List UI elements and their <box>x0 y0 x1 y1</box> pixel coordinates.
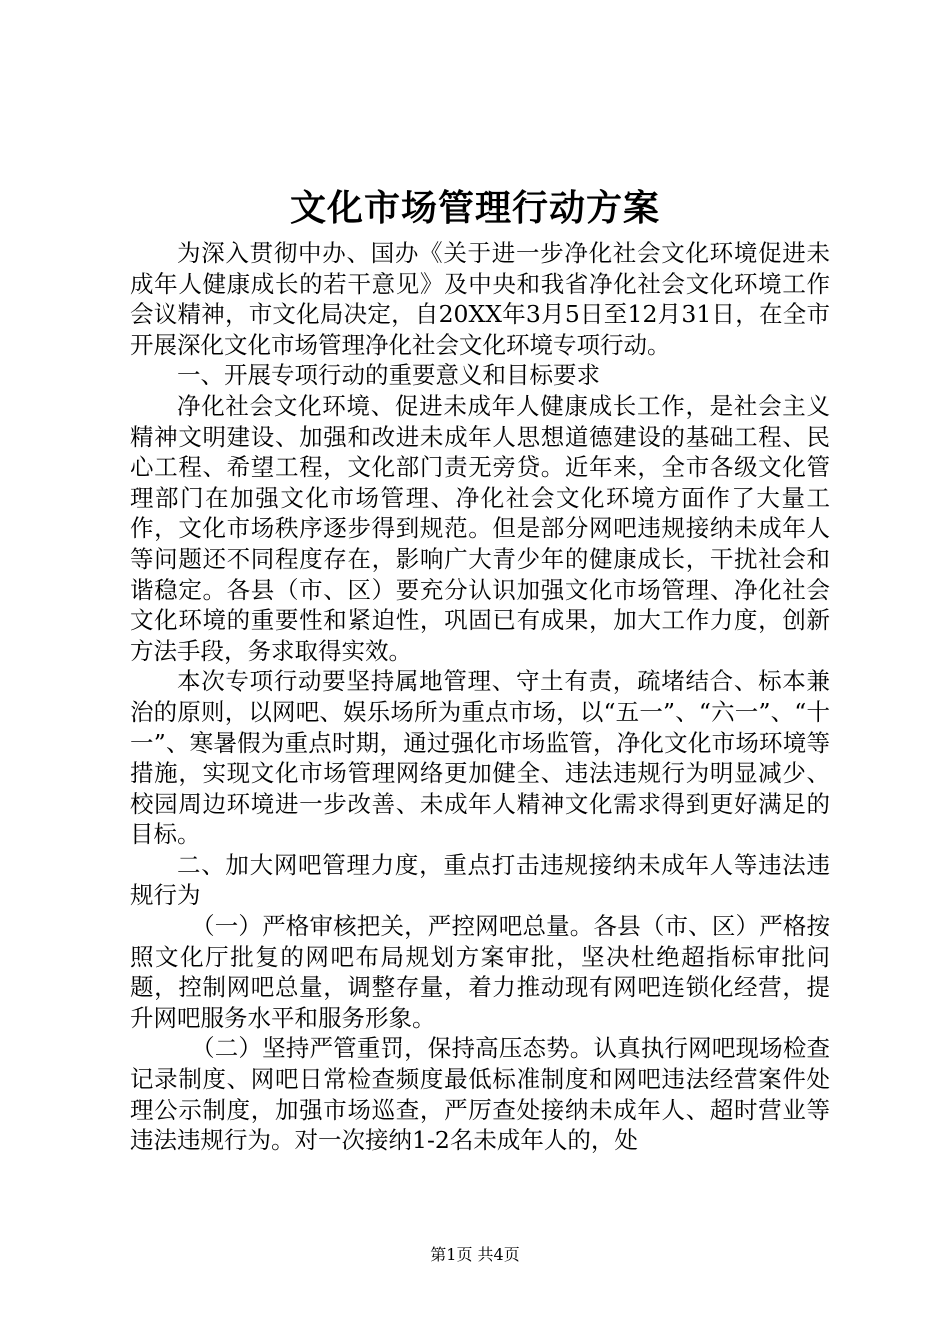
paragraph-item-1: （一）严格审核把关，严控网吧总量。各县（市、区）严格按照文化厅批复的网吧布局规划方案审批，坚决杜绝超指标审批问题，控制网吧总量，调整存量，着力推动现有网吧连锁化经营，提升网吧服务水平和服务形象。 <box>130 912 830 1032</box>
section-heading-1: 一、开展专项行动的重要意义和目标要求 <box>177 361 600 390</box>
page-footer: 第1页 共4页 <box>430 1245 520 1264</box>
paragraph-goals: 本次专项行动要坚持属地管理、守土有责，疏堵结合、标本兼治的原则，以网吧、娱乐场所为重点市场，以“五一”、“六一”、“十一”、寒暑假为重点时期，通过强化市场监管，净化文化市场环境等措施，实现文化市场管理网络更加健全、违法违规行为明显减少、校园周边环境进一步改善、未成年人精神文化需求得到更好满足的目标。 <box>130 667 830 849</box>
paragraph-intro: 为深入贯彻中办、国办《关于进一步净化社会文化环境促进未成年人健康成长的若干意见》及中央和我省净化社会文化环境工作会议精神，市文化局决定，自20XX年3月5日至12月31日，在全市开展深化文化市场管理净化社会文化环境专项行动。 <box>130 239 830 359</box>
document-body <box>130 238 830 1156</box>
document-title: 文化市场管理行动方案 <box>289 187 660 229</box>
paragraph-item-2: （二）坚持严管重罚，保持高压态势。认真执行网吧现场检查记录制度、网吧日常检查频度最低标准制度和网吧违法经营案件处理公示制度，加强市场巡查，严厉查处接纳未成年人、超时营业等违法违规行为。对一次接纳1-2名未成年人的，处 <box>130 1034 830 1155</box>
paragraph-significance: 净化社会文化环境、促进未成年人健康成长工作，是社会主义精神文明建设、加强和改进未成年人思想道德建设的基础工程、民心工程、希望工程，文化部门责无旁贷。近年来，全市各级文化管理部门在加强文化市场管理、净化社会文化环境方面作了大量工作，文化市场秩序逐步得到规范。但是部分网吧违规接纳未成年人等问题还不同程度存在，影响广大青少年的健康成长，干扰社会和谐稳定。各县（市、区）要充分认识加强文化市场管理、净化社会文化环境的重要性和紧迫性，巩固已有成果，加大工作力度，创新方法手段，务求取得实效。 <box>130 391 830 665</box>
section-heading-2: 二、加大网吧管理力度，重点打击违规接纳未成年人等违法违规行为 <box>130 850 830 910</box>
